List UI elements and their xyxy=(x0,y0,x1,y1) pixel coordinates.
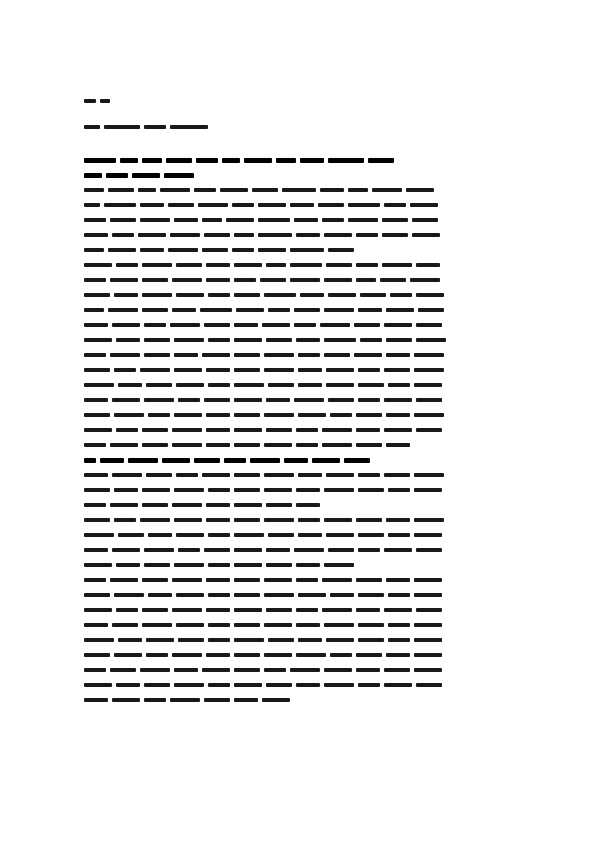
paragraph-line xyxy=(84,276,510,284)
paragraph-2 xyxy=(84,186,510,254)
paragraph-line xyxy=(84,501,510,509)
paragraph-line xyxy=(84,651,510,659)
paragraph-line xyxy=(84,381,510,389)
paragraph-3 xyxy=(84,261,510,314)
paragraph-line xyxy=(84,471,510,479)
paragraph-line xyxy=(84,486,510,494)
paragraph-7 xyxy=(84,516,510,569)
paragraph-line xyxy=(84,546,510,554)
paragraph-line xyxy=(84,456,510,464)
paragraph-4 xyxy=(84,321,510,449)
paragraph-line xyxy=(84,576,510,584)
header-line-1 xyxy=(84,97,524,105)
paragraph-line xyxy=(84,201,510,209)
paragraph-line xyxy=(84,516,510,524)
paragraph-line xyxy=(84,591,510,599)
paragraph-line xyxy=(84,156,510,164)
paragraph-line xyxy=(84,561,510,569)
paragraph-line xyxy=(84,531,510,539)
paragraph-line xyxy=(84,411,510,419)
paragraph-line xyxy=(84,366,510,374)
paragraph-line xyxy=(84,216,510,224)
paragraph-line xyxy=(84,426,510,434)
paragraph-1 xyxy=(84,156,510,179)
document-header xyxy=(84,97,524,149)
paragraph-line xyxy=(84,186,510,194)
paragraph-6 xyxy=(84,471,510,509)
paragraph-line xyxy=(84,351,510,359)
paragraph-5 xyxy=(84,456,510,464)
header-line-2 xyxy=(84,123,524,131)
paragraph-line xyxy=(84,621,510,629)
paragraph-line xyxy=(84,636,510,644)
paragraph-line xyxy=(84,666,510,674)
paragraph-line xyxy=(84,681,510,689)
paragraph-line xyxy=(84,231,510,239)
paragraph-line xyxy=(84,291,510,299)
paragraph-line xyxy=(84,261,510,269)
paragraph-line xyxy=(84,246,510,254)
paragraph-line xyxy=(84,336,510,344)
paragraph-line xyxy=(84,696,510,704)
paragraph-8 xyxy=(84,576,510,704)
paragraph-line xyxy=(84,321,510,329)
paragraph-line xyxy=(84,606,510,614)
paragraph-line xyxy=(84,306,510,314)
document-body xyxy=(84,156,510,711)
paragraph-line xyxy=(84,441,510,449)
paragraph-line xyxy=(84,396,510,404)
paragraph-line xyxy=(84,171,510,179)
